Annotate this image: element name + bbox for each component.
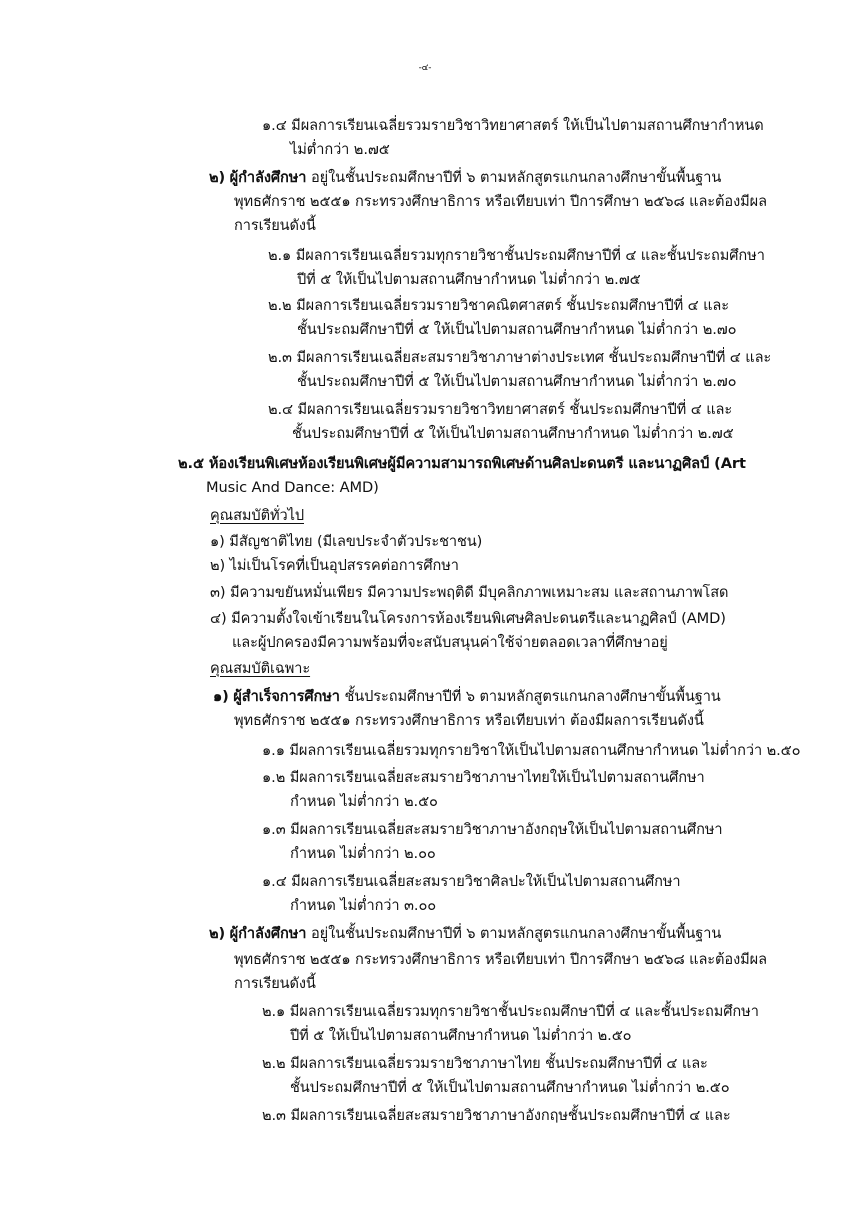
criterion-s1-3: ๑.๓ มีผลการเรียนเฉลี่ยสะสมรายวิชาภาษาอังกฤษให้เป็นไปตามสถานศึกษา <box>262 821 723 838</box>
page-number: -๔- <box>418 63 432 73</box>
section-heading-2-5-cont: Music And Dance: AMD) <box>206 479 379 496</box>
specific-item-2-heading <box>209 924 721 944</box>
item-2-line-2: พุทธศักราช ๒๕๕๑ กระทรวงศึกษาธิการ หรือเทียบเท่า ปีการศึกษา ๒๕๖๘ และต้องมีผล <box>234 193 767 210</box>
item-2-heading <box>209 168 721 188</box>
item-2-line-3: การเรียนดังนี้ <box>234 217 316 234</box>
criterion-2-2: ๒.๒ มีผลการเรียนเฉลี่ยรวมรายวิชาคณิตศาสตร์ ชั้นประถมศึกษาปีที่ ๔ และ <box>268 297 729 314</box>
criterion-2-1: ๒.๑ มีผลการเรียนเฉลี่ยรวมทุกรายวิชาชั้นประถมศึกษาปีที่ ๔ และชั้นประถมศึกษา <box>268 247 765 264</box>
item-label: ผู้สำเร็จการศึกษา <box>233 688 340 705</box>
criterion-2-1-cont: ปีที่ ๕ ให้เป็นไปตามสถานศึกษากำหนด ไม่ต่ำกว่า ๒.๗๕ <box>297 271 641 288</box>
criterion-s2-1-cont: ปีที่ ๕ ให้เป็นไปตามสถานศึกษากำหนด ไม่ต่ำกว่า ๒.๕๐ <box>290 1027 632 1044</box>
item-label: ผู้กำลังศึกษา <box>229 925 307 942</box>
item-number: ๑) <box>213 688 229 705</box>
criterion-s1-3-cont: กำหนด ไม่ต่ำกว่า ๒.๐๐ <box>290 845 436 862</box>
criterion-2-3: ๒.๓ มีผลการเรียนเฉลี่ยสะสมรายวิชาภาษาต่างประเทศ ชั้นประถมศึกษาปีที่ ๔ และ <box>268 349 772 366</box>
item-number: ๒) <box>209 169 226 186</box>
specific-item-1-line-2: พุทธศักราช ๒๕๕๑ กระทรวงศึกษาธิการ หรือเทียบเท่า ต้องมีผลการเรียนดังนี้ <box>234 712 704 729</box>
specific-item-1-heading <box>213 687 721 707</box>
criterion-s2-3: ๒.๓ มีผลการเรียนเฉลี่ยสะสมรายวิชาภาษาอังกฤษชั้นประถมศึกษาปีที่ ๔ และ <box>262 1107 731 1124</box>
criterion-s2-2: ๒.๒ มีผลการเรียนเฉลี่ยรวมรายวิชาภาษาไทย ชั้นประถมศึกษาปีที่ ๔ และ <box>262 1055 708 1072</box>
specific-item-2-line-2: พุทธศักราช ๒๕๕๑ กระทรวงศึกษาธิการ หรือเทียบเท่า ปีการศึกษา ๒๕๖๘ และต้องมีผล <box>234 951 767 968</box>
general-qualification-3: ๓) มีความขยันหมั่นเพียร มีความประพฤติดี มีบุคลิกภาพเหมาะสม และสถานภาพโสด <box>210 584 729 601</box>
criterion-s1-4-cont: กำหนด ไม่ต่ำกว่า ๓.๐๐ <box>290 897 437 914</box>
item-text: ชั้นประถมศึกษาปีที่ ๖ ตามหลักสูตรแกนกลางศึกษาขั้นพื้นฐาน <box>344 688 721 705</box>
item-label: ผู้กำลังศึกษา <box>229 169 307 186</box>
item-text: อยู่ในชั้นประถมศึกษาปีที่ ๖ ตามหลักสูตรแกนกลางศึกษาขั้นพื้นฐาน <box>310 925 722 942</box>
criterion-s1-1: ๑.๑ มีผลการเรียนเฉลี่ยรวมทุกรายวิชาให้เป็นไปตามสถานศึกษากำหนด ไม่ต่ำกว่า ๒.๕๐ <box>262 742 801 759</box>
criterion-1-4-cont: ไม่ต่ำกว่า ๒.๗๕ <box>290 141 390 158</box>
specific-qualifications-heading: คุณสมบัติเฉพาะ <box>210 660 311 677</box>
criterion-2-4-cont: ชั้นประถมศึกษาปีที่ ๕ ให้เป็นไปตามสถานศึกษากำหนด ไม่ต่ำกว่า ๒.๗๕ <box>292 425 734 442</box>
item-number: ๒) <box>209 925 226 942</box>
criterion-s1-2-cont: กำหนด ไม่ต่ำกว่า ๒.๕๐ <box>290 793 438 810</box>
general-qualification-4-cont: และผู้ปกครองมีความพร้อมที่จะสนับสนุนค่าใช้จ่ายตลอดเวลาที่ศึกษาอยู่ <box>232 634 668 651</box>
criterion-s2-1: ๒.๑ มีผลการเรียนเฉลี่ยรวมทุกรายวิชาชั้นประถมศึกษาปีที่ ๔ และชั้นประถมศึกษา <box>262 1003 759 1020</box>
criterion-2-2-cont: ชั้นประถมศึกษาปีที่ ๕ ให้เป็นไปตามสถานศึกษากำหนด ไม่ต่ำกว่า ๒.๗๐ <box>297 321 737 338</box>
general-qualification-4: ๔) มีความตั้งใจเข้าเรียนในโครงการห้องเรียนพิเศษศิลปะดนตรีและนาฏศิลป์ (AMD) <box>210 610 726 627</box>
specific-item-2-line-3: การเรียนดังนี้ <box>234 975 316 992</box>
general-qualification-1: ๑) มีสัญชาติไทย (มีเลขประจำตัวประชาชน) <box>210 533 483 550</box>
criterion-s2-2-cont: ชั้นประถมศึกษาปีที่ ๕ ให้เป็นไปตามสถานศึกษากำหนด ไม่ต่ำกว่า ๒.๕๐ <box>290 1079 730 1096</box>
criterion-2-3-cont: ชั้นประถมศึกษาปีที่ ๕ ให้เป็นไปตามสถานศึกษากำหนด ไม่ต่ำกว่า ๒.๗๐ <box>297 373 737 390</box>
section-heading-2-5: ๒.๕ ห้องเรียนพิเศษห้องเรียนพิเศษผู้มีความสามารถพิเศษด้านศิลปะดนตรี และนาฏศิลป์ (Art <box>178 455 746 472</box>
criterion-2-4: ๒.๔ มีผลการเรียนเฉลี่ยรวมรายวิชาวิทยาศาสตร์ ชั้นประถมศึกษาปีที่ ๔ และ <box>268 401 733 418</box>
item-text: อยู่ในชั้นประถมศึกษาปีที่ ๖ ตามหลักสูตรแกนกลางศึกษาขั้นพื้นฐาน <box>310 169 722 186</box>
criterion-s1-4: ๑.๔ มีผลการเรียนเฉลี่ยสะสมรายวิชาศิลปะให้เป็นไปตามสถานศึกษา <box>262 873 681 890</box>
criterion-s1-2: ๑.๒ มีผลการเรียนเฉลี่ยสะสมรายวิชาภาษาไทยให้เป็นไปตามสถานศึกษา <box>262 769 705 786</box>
general-qualifications-heading: คุณสมบัติทั่วไป <box>210 507 304 524</box>
general-qualification-2: ๒) ไม่เป็นโรคที่เป็นอุปสรรคต่อการศึกษา <box>210 557 459 574</box>
criterion-1-4: ๑.๔ มีผลการเรียนเฉลี่ยรวมรายวิชาวิทยาศาสตร์ ให้เป็นไปตามสถานศึกษากำหนด <box>262 117 764 134</box>
